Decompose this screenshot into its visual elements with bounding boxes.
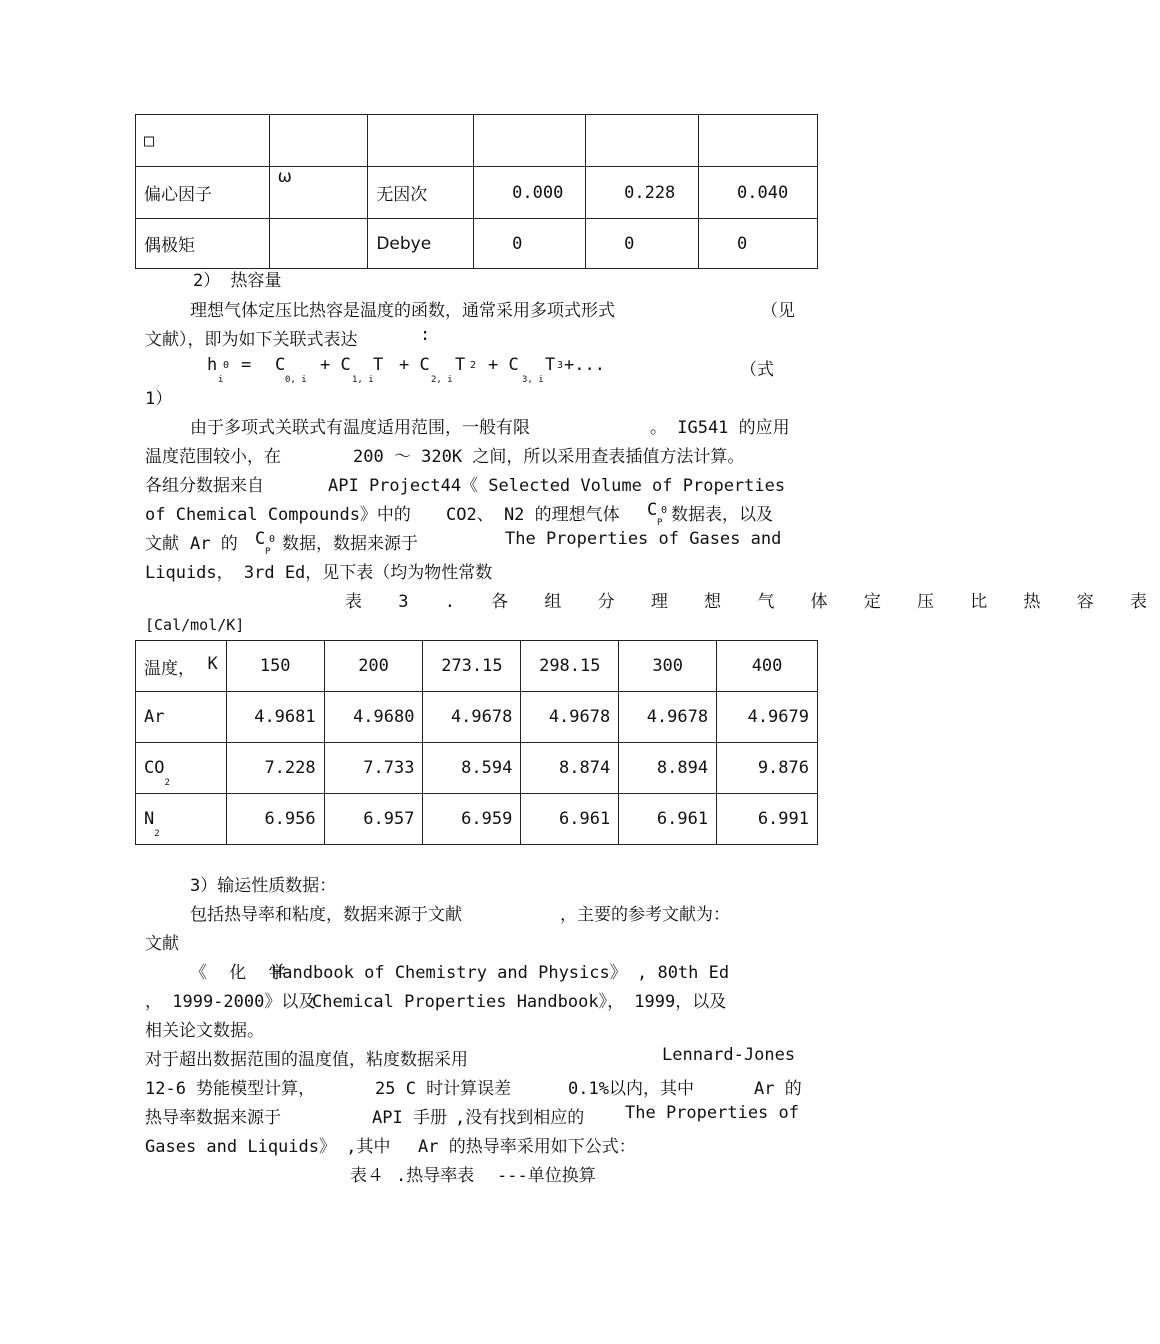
value-cell: 6.959 [423, 794, 521, 845]
paragraph-text: ，主要的参考文献为： [560, 905, 730, 925]
header-unit: K [207, 653, 218, 674]
paragraph-text: 《 化 学 [190, 963, 292, 983]
paragraph-text: 由于多项式关联式有温度适用范围，一般有限 [190, 418, 530, 438]
value-cell: 9.876 [717, 743, 818, 794]
table-cell: □ [136, 115, 270, 167]
formula-symbol: + C [320, 355, 351, 375]
table-cell: 无因次 [368, 167, 474, 219]
species-subscript: 2 [154, 829, 160, 839]
table-header-cell [136, 641, 227, 692]
paragraph-text: Handbook of Chemistry and Physics》 , 80th Ed [272, 963, 730, 983]
value-cell: 6.957 [324, 794, 423, 845]
table-cell: 0 [586, 219, 699, 269]
table-cell [586, 115, 699, 167]
row-label-cell [136, 692, 227, 743]
unit-label: [Cal/mol/K] [145, 616, 245, 634]
formula-superscript: 0 [269, 534, 276, 545]
value-cell: 8.874 [521, 743, 619, 794]
paragraph-text: 200 ～ 320K 之间，所以采用查表插值方法计算。 [353, 447, 745, 467]
paragraph-text: Ar 的 [190, 534, 238, 554]
species-label: Ar [144, 707, 165, 727]
header-label: 温度， [144, 658, 195, 679]
equation-number: 1） [145, 389, 173, 409]
table-header-cell: 400 [717, 641, 818, 692]
paragraph-text: The Properties of Gases and [505, 529, 782, 549]
paragraph-text: 文献 [145, 934, 179, 954]
table-caption: 表４ [350, 1166, 384, 1186]
table-row [136, 692, 818, 743]
table-row [136, 167, 818, 219]
formula-symbol: C [275, 355, 286, 375]
formula-symbol: T [373, 355, 384, 375]
table-header-cell: 150 [226, 641, 324, 692]
paragraph-text: Ar 的热导率采用如下公式： [418, 1137, 636, 1157]
formula-subscript: i [218, 375, 224, 385]
table-cell [269, 115, 368, 167]
paragraph-text: 热导率数据来源于 [145, 1108, 281, 1128]
omega-symbol: ω [277, 167, 292, 187]
value-cell: 4.9679 [717, 692, 818, 743]
paragraph-text: 数据，数据来源于 [282, 534, 418, 554]
table-cell [699, 115, 818, 167]
value-cell: 7.228 [226, 743, 324, 794]
table-header-row [136, 641, 818, 692]
species-label: CO [144, 758, 165, 778]
table-cell: 0.040 [699, 167, 818, 219]
species-subscript: 2 [164, 778, 170, 788]
paragraph-text: API Project44《 Selected Volume of Properties [328, 476, 786, 496]
table-cell: 0 [699, 219, 818, 269]
formula-subscript: 1, i [352, 375, 374, 385]
formula-symbol: T [455, 355, 466, 375]
formula-symbol: +... [564, 355, 605, 375]
value-cell: 6.961 [521, 794, 619, 845]
formula-subscript: 0, i [285, 375, 307, 385]
table-header-cell: 200 [324, 641, 423, 692]
formula-subscript: 2, i [431, 375, 453, 385]
paragraph-text: 。 IG541 的应用 [650, 418, 790, 438]
paragraph-text: Lennard-Jones [662, 1045, 796, 1065]
paragraph-text: 理想气体定压比热容是温度的函数，通常采用多项式形式 [190, 301, 615, 321]
paragraph-text: 对于超出数据范围的温度值，粘度数据采用 [145, 1050, 468, 1070]
equation-number: （式 [740, 360, 774, 380]
formula-symbol: + C [488, 355, 519, 375]
value-cell: 4.9678 [423, 692, 521, 743]
table-cell: Debye [368, 219, 474, 269]
table-row [136, 219, 818, 269]
formula-symbol: C [255, 529, 266, 549]
paragraph-text: Ar 的 [754, 1079, 802, 1099]
table-cell [269, 219, 368, 269]
paragraph-text: Gases and Liquids》 ,其中 [145, 1137, 391, 1157]
heat-capacity-table [135, 640, 818, 845]
table-header-cell: 298.15 [521, 641, 619, 692]
formula-symbol: + C [399, 355, 430, 375]
value-cell: 4.9681 [226, 692, 324, 743]
formula-superscript: 0 [661, 505, 668, 516]
formula-symbol: C [647, 500, 658, 520]
paragraph-text: Liquids， 3rd Ed，见下表（均为物性常数 [145, 563, 493, 583]
section-heading: 3）输运性质数据： [190, 876, 337, 896]
table-cell [368, 115, 474, 167]
paragraph-text: 文献 [145, 534, 179, 554]
table-row [136, 794, 818, 845]
paragraph-text: The Properties of [625, 1103, 799, 1123]
value-cell: 4.9678 [521, 692, 619, 743]
section-heading: 2） 热容量 [193, 271, 282, 291]
value-cell: 8.894 [619, 743, 717, 794]
value-cell: 6.991 [717, 794, 818, 845]
table-cell: 0 [474, 219, 586, 269]
paragraph-text: of Chemical Compounds》中的 [145, 505, 411, 525]
paragraph-text: 12-6 势能模型计算， [145, 1079, 316, 1099]
paragraph-text: ,没有找到相应的 [455, 1108, 585, 1128]
paragraph-text: CO2、 N2 的理想气体 [446, 505, 620, 525]
formula-subscript: 3, i [522, 375, 544, 385]
formula-superscript: 2 [470, 360, 477, 371]
value-cell: 4.9678 [619, 692, 717, 743]
paragraph-text: API 手册 [372, 1108, 447, 1128]
paragraph-text: : [420, 325, 431, 345]
table-caption: .热导率表 [396, 1166, 475, 1186]
row-label-cell [136, 743, 227, 794]
formula-subscript: P [265, 547, 271, 557]
table-cell: 偶极矩 [136, 219, 270, 269]
table-cell [474, 115, 586, 167]
table-caption: ---单位换算 [497, 1166, 596, 1186]
table-header-cell: 273.15 [423, 641, 521, 692]
property-table [135, 114, 818, 269]
formula-subscript: P [657, 518, 663, 528]
formula-symbol: h [207, 355, 218, 375]
table-header-cell: 300 [619, 641, 717, 692]
paragraph-text: 温度范围较小，在 [145, 447, 281, 467]
table-cell: 0.228 [586, 167, 699, 219]
table-row [136, 115, 818, 167]
table-cell: 偏心因子 [136, 167, 270, 219]
paragraph-text: 各组分数据来自 [145, 476, 264, 496]
species-label: N [144, 809, 155, 829]
table-cell: 0.000 [474, 167, 586, 219]
table-caption: 表 3 . 各 组 分 理 想 气 体 定 压 比 热 容 表 [345, 592, 1160, 612]
value-cell: 4.9680 [324, 692, 423, 743]
paragraph-text: 文献），即为如下关联式表达 [145, 330, 358, 350]
value-cell: 6.961 [619, 794, 717, 845]
value-cell: 7.733 [324, 743, 423, 794]
paragraph-text: 0.1%以内，其中 [568, 1079, 694, 1099]
paragraph-text: Chemical Properties Handbook》， 1999，以及 [312, 992, 727, 1012]
value-cell: 8.594 [423, 743, 521, 794]
table-cell [269, 167, 368, 219]
table-row [136, 743, 818, 794]
formula-superscript: 0 [223, 360, 230, 371]
paragraph-text: ， 1999-2000》以及 [145, 992, 316, 1012]
paragraph-text: （见 [761, 301, 795, 321]
row-label-cell [136, 794, 227, 845]
formula-symbol: = [241, 355, 252, 375]
paragraph-text: 包括热导率和粘度，数据来源于文献 [190, 905, 462, 925]
formula-superscript: 3 [557, 360, 564, 371]
paragraph-text: 相关论文数据。 [145, 1021, 264, 1041]
formula-symbol: T [545, 355, 556, 375]
paragraph-text: 数据表，以及 [671, 505, 773, 525]
value-cell: 6.956 [226, 794, 324, 845]
paragraph-text: 25 C 时计算误差 [375, 1079, 512, 1099]
